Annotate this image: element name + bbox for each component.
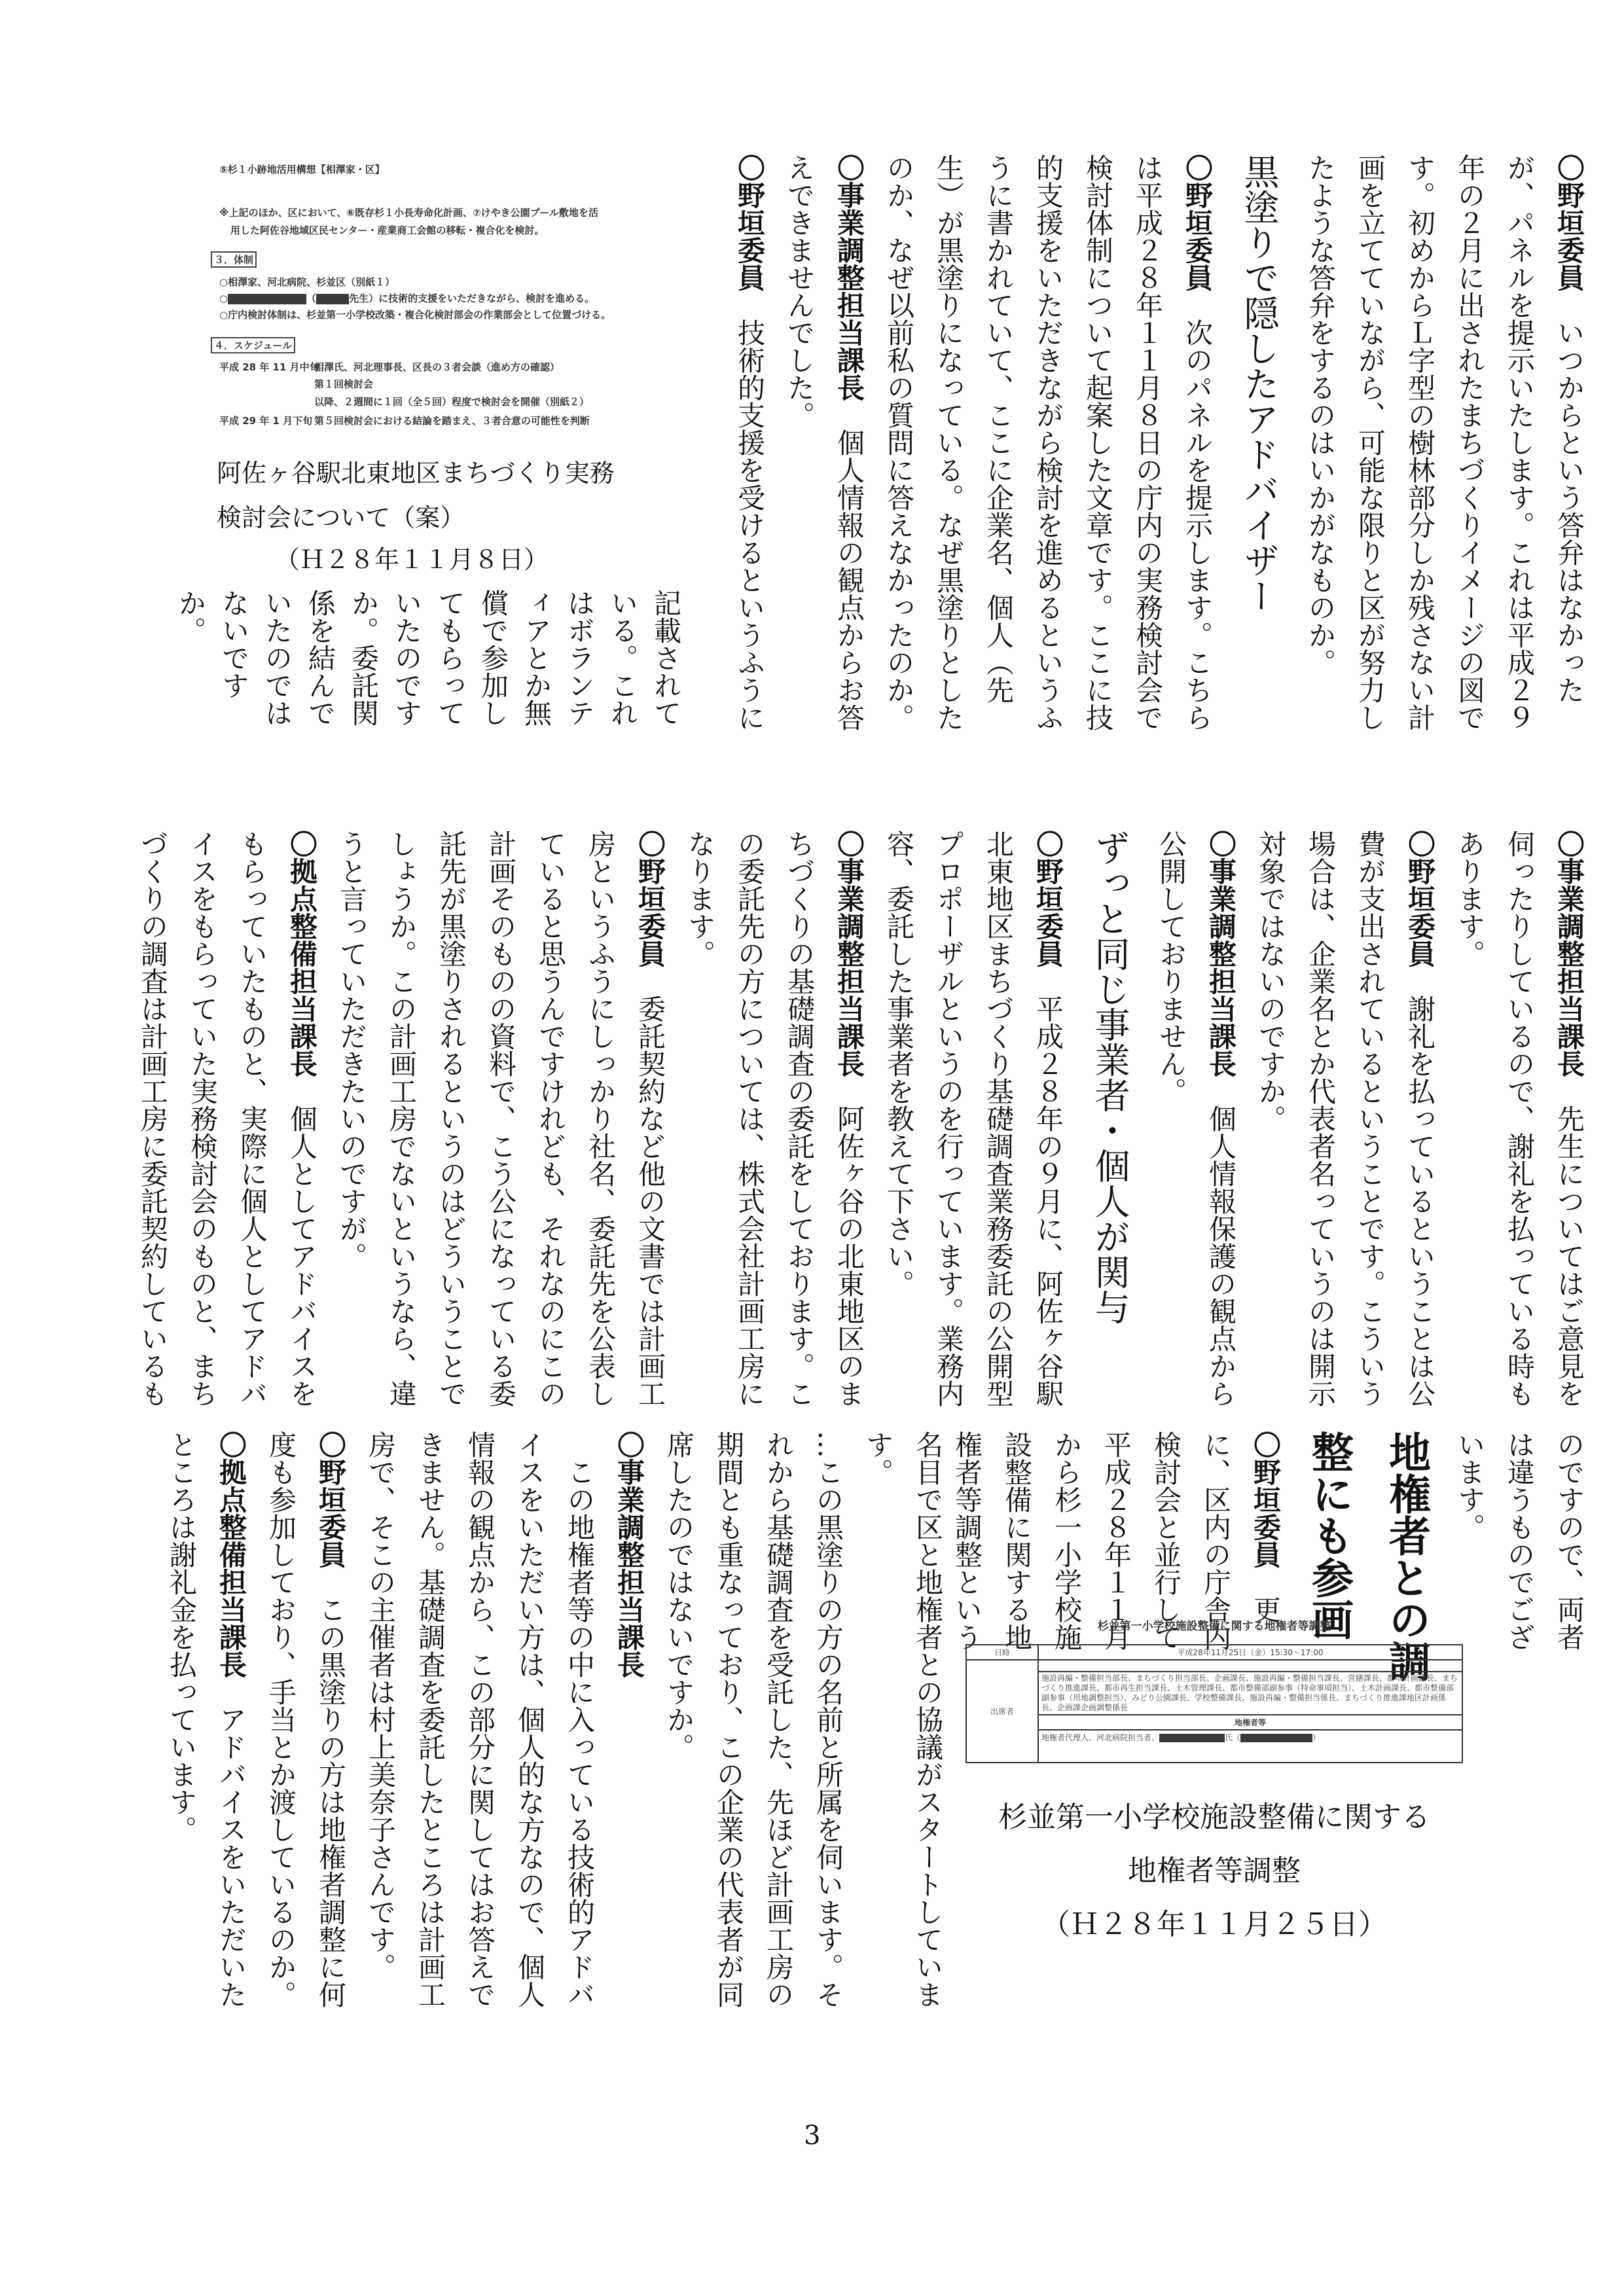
text-column — [554, 1431, 604, 2053]
text-column — [355, 1431, 405, 2053]
column-text: 費が支出されているということです。こういう — [1354, 830, 1386, 1407]
text-column — [514, 589, 558, 740]
text-column — [803, 1431, 853, 2053]
column-text: えできませんでした。 — [784, 154, 816, 429]
text-column — [156, 1431, 206, 2053]
column-text: うに書かれていて、ここに企業名、個人（先 — [983, 154, 1015, 704]
text-column — [1073, 154, 1123, 743]
section-heading: 地権者との調 — [1382, 1431, 1430, 1682]
figure-caption: 阿佐ヶ谷駅北東地区まちづくり実務 — [217, 459, 615, 488]
column-text: 先生についてはご意見を — [1553, 1077, 1585, 1407]
column-text: ところは謝礼金を払っています。 — [166, 1431, 198, 1843]
text-column — [874, 154, 924, 743]
text-column — [1295, 830, 1345, 1426]
text-column — [753, 1431, 803, 2053]
text-column — [774, 830, 824, 1426]
column-text: 期間とも重なっており、この企業の代表者が同 — [713, 1431, 745, 2008]
text-column — [426, 830, 476, 1426]
doc-section-heading: ３．体制 — [211, 251, 257, 268]
column-text: 房で、そこの主催者は村上美奈子さんです。 — [365, 1431, 397, 1981]
text-column — [1345, 154, 1395, 743]
text-column — [471, 589, 514, 740]
column-text: 次のパネルを提示します。こちら — [1182, 291, 1214, 731]
table-row — [966, 1715, 1462, 1730]
text-column — [298, 589, 342, 740]
table-cell-label: 日時 — [966, 1645, 1038, 1660]
text-column — [644, 589, 687, 740]
column-text: す。初めからＬ字型の樹林部分しか残さない計 — [1404, 154, 1436, 731]
text-column — [428, 589, 471, 740]
column-text: 記載されて — [650, 589, 682, 726]
text-column — [1196, 830, 1246, 1426]
text-column — [455, 1431, 505, 2053]
doc-section-heading: ４．スケジュール — [211, 337, 295, 353]
text-column — [505, 1431, 554, 2053]
column-text: あります。 — [1454, 830, 1486, 967]
speaker-name: 〇拠点整備担当課長 — [286, 830, 318, 1077]
column-text: 画を立てていながら、可能な限りと区が努力し — [1354, 154, 1386, 731]
text-column — [277, 830, 327, 1426]
column-text: のですので、両者 — [1553, 1431, 1585, 1651]
text-column — [973, 154, 1023, 743]
column-text: プロポーザルというのを行っています。業務内 — [933, 830, 965, 1407]
column-text: この黒塗りの方は地権者調整に何 — [315, 1568, 347, 2008]
text-column — [625, 830, 675, 1426]
column-text: づくりの調査は計画工房に委託契約しているも — [137, 830, 169, 1407]
table-row — [966, 1672, 1462, 1715]
text-column — [874, 830, 924, 1426]
column-text: 個人情報保護の観点から — [1205, 1077, 1237, 1407]
column-text: 更 — [1250, 1568, 1282, 1623]
column-text: ないです — [218, 589, 250, 699]
text-column — [903, 1431, 952, 2053]
column-text: 託先が黒塗りされるというのはどういうことで — [435, 830, 467, 1407]
column-text: 償で参加し — [477, 589, 509, 726]
column-text: 年の２月に出されたまちづくりイメージの図で — [1454, 154, 1486, 731]
text-column — [1246, 830, 1295, 1426]
table-title: 杉並第一小学校施設整備に関する地権者等調整 — [1097, 1620, 1331, 1633]
redaction-box — [1159, 1734, 1225, 1742]
column-text: しょうか。この計画工房でないというなら、違 — [386, 830, 418, 1407]
text-column — [1191, 1431, 1240, 1679]
speaker-name: 〇野垣委員 — [1250, 1431, 1282, 1568]
column-text: 場合は、企業名とか代表者名っていうのは開示 — [1305, 830, 1337, 1407]
schedule-date: 平成 29 年 1 月下旬 — [219, 415, 313, 427]
schedule-date: 平成 28 年 11 月中旬 — [219, 361, 319, 373]
column-text: ィアとか無 — [520, 589, 552, 726]
column-text: なります。 — [684, 830, 716, 967]
speaker-name: 〇野垣委員 — [1032, 830, 1064, 967]
doc-text: 先生）に技術的支援をいただきながら、検討を進める。 — [349, 293, 595, 304]
column-text: 阿佐ヶ谷の北東地区のま — [833, 1077, 865, 1407]
column-text: います。 — [1454, 1431, 1486, 1541]
speaker-name: 〇野垣委員 — [734, 154, 766, 291]
column-text: 検討会と並行して — [1150, 1431, 1182, 1651]
text-column — [327, 830, 376, 1426]
column-text: うと言っていただきたいのですが。 — [336, 830, 368, 1270]
speaker-name: 〇野垣委員 — [315, 1431, 347, 1568]
column-text: もらっていたものと、実際に個人としてアドバ — [236, 830, 268, 1407]
column-text: はボランテ — [564, 589, 596, 726]
redaction-box — [228, 294, 306, 304]
schedule-item: 以降、２週間に１回（全５回）程度で検討会を開催（別紙２） — [314, 396, 590, 408]
column-text: のか、なぜ以前私の質問に答えなかったのか。 — [883, 154, 915, 731]
column-text: 委託契約など他の文書では計画工 — [634, 967, 666, 1407]
text-column — [675, 830, 725, 1426]
figure-caption: 杉並第一小学校施設整備に関する — [998, 1801, 1430, 1834]
doc-line: 用した阿佐谷地域区民センター・産業商工会館の移転・複合化を検討。 — [230, 224, 545, 236]
table-row — [966, 1645, 1462, 1660]
figure-caption: （Ｈ２８年１１月２５日） — [1041, 1908, 1387, 1941]
text-column — [128, 830, 177, 1426]
column-text: 房というふうにしっかり社名、委託先を公表し — [585, 830, 617, 1407]
text-column — [973, 830, 1023, 1426]
figure-caption: 地権者等調整 — [1128, 1854, 1301, 1888]
text-column — [853, 1431, 903, 2053]
text-column — [601, 589, 644, 740]
section-heading: ずっと同じ事業者・個人が関与 — [1089, 830, 1130, 1325]
column-text: に、区内の庁舎内 — [1200, 1431, 1232, 1651]
column-text: 名目で区と地権者との協議がスタートしていま — [912, 1431, 944, 2008]
text-column — [1494, 830, 1544, 1426]
speaker-name: 〇事業調整担当課長 — [833, 154, 865, 401]
column-text: 検討体制について起案した文章です。ここに技 — [1082, 154, 1114, 731]
text-column — [405, 1431, 455, 2053]
text-column — [1146, 830, 1196, 1426]
doc-line: ⑤杉１小跡地活用構想【相澤家・区】 — [219, 164, 385, 175]
text-column — [169, 589, 212, 740]
text-column — [1091, 1431, 1141, 1679]
column-text: てもらって — [434, 589, 466, 726]
text-block-bottom-long — [156, 1431, 952, 2053]
column-text: 設整備に関する地 — [1001, 1431, 1033, 1651]
text-column — [255, 589, 298, 740]
speaker-name: 〇事業調整担当課長 — [833, 830, 865, 1077]
text-column — [342, 589, 385, 740]
text-column — [385, 589, 428, 740]
column-text: イスをもらっていた実務検討会のものと、まち — [187, 830, 219, 1407]
table-cell-value: 施設再編・整備担当部長、まちづくり担当部長、企画課長、施設再編・整備担当課長、営繕課長、都市計画課長、まちづくり推進課長、都市再生担当課長、土木管理課長、都市整備部副参事（特命事項担当）、土木計画課長、都市整備部副参事（用地調整担当）、みどり公園課長、学校整備課長、施設再編・整備担当係長、まちづくり推進課地区計画係長、企画課企画調整係長 — [1038, 1672, 1462, 1715]
column-text: 公開しておりません。 — [1155, 830, 1187, 1105]
text-column — [227, 830, 277, 1426]
column-text: 情報の観点から、この部分に関してはお答えで — [464, 1431, 496, 2008]
text-column — [256, 1431, 306, 2053]
redaction-box — [316, 294, 349, 304]
text-column — [1345, 830, 1395, 1426]
schedule-item: 第１回検討会 — [314, 378, 374, 390]
text-column — [1041, 1431, 1091, 1679]
speaker-name: 〇事業調整担当課長 — [613, 1431, 645, 1678]
column-text: きません。基礎調査を委託したところは計画工 — [414, 1431, 446, 2008]
column-text: 個人としてアドバイスを — [286, 1077, 318, 1407]
text-column — [558, 589, 601, 740]
text-column — [1123, 154, 1172, 743]
schedule-item: 相澤氏、河北理事長、区長の３者会談（進め方の確認） — [314, 361, 560, 373]
text-block-middle — [128, 830, 1594, 1426]
schedule-item: 第５回検討会における結論を踏まえ、３者合意の可能性を判断 — [314, 415, 590, 427]
column-text: 個人情報の観点からお答 — [833, 401, 865, 731]
doc-line-redacted — [219, 291, 594, 305]
text-column — [1295, 154, 1345, 743]
text-column — [924, 154, 973, 743]
speaker-name: 〇事業調整担当課長 — [1205, 830, 1237, 1077]
doc-line: ※上記のほか、区において、⑥既存杉１小長寿命化計画、⑦けやき公園プール敷地を活 — [219, 207, 598, 219]
doc-line: ○相澤家、河北病院、杉並区（別紙１） — [219, 276, 395, 288]
column-text: 権者等調整という — [951, 1431, 983, 1651]
column-text: が、パネルを提示いたします。これは平成２９ — [1504, 154, 1536, 731]
column-text: 的支援をいただきながら検討を進めるというふ — [1032, 154, 1064, 731]
text-column — [774, 154, 824, 743]
text-column — [376, 830, 426, 1426]
column-text: ていると思うんですけれども、それなのにこの — [535, 830, 567, 1407]
figure-caption: 検討会について（案） — [217, 503, 465, 532]
text-column — [1544, 1431, 1594, 1679]
column-text: 平成２８年１１月 — [1100, 1431, 1132, 1651]
column-text: 平成２８年の９月に、阿佐ヶ谷駅 — [1032, 967, 1064, 1407]
column-text: 伺ったりしているので、謝礼を払っている時も — [1504, 830, 1536, 1407]
table-cell-value — [1038, 1730, 1462, 1763]
column-text: は違うものでござ — [1504, 1431, 1536, 1651]
speaker-name: 〇野垣委員 — [1182, 154, 1214, 291]
meeting-table — [965, 1644, 1463, 1763]
table-cell-label: 出席者 — [966, 1660, 1038, 1763]
text-block-bottom-short — [942, 1431, 1594, 1682]
column-text: いたのです — [391, 589, 423, 726]
text-column — [1544, 154, 1594, 743]
column-text: 係を結んで — [304, 589, 336, 726]
text-column — [704, 1431, 753, 2053]
text-column — [824, 154, 874, 743]
column-text: 北東地区まちづくり基礎調査業務委託の公開型 — [983, 830, 1015, 1407]
text-column — [1544, 830, 1594, 1426]
text-column — [1023, 830, 1073, 1426]
doc-line: ○庁内検討体制は、杉並第一小学校改築・複合化検討部会の作業部会として位置づける。 — [219, 309, 611, 321]
column-text: イスをいただい方は、個人的な方なので、個人 — [514, 1431, 546, 2008]
section-heading: 黒塗りで隠したアドバイザー — [1238, 154, 1280, 613]
doc-text: ○ — [219, 293, 228, 304]
column-text: 計画そのものの資料で、こう公になっている委 — [485, 830, 517, 1407]
text-block-top-short — [169, 589, 687, 740]
text-column — [604, 1431, 654, 2053]
text-column — [924, 830, 973, 1426]
text-column — [177, 830, 227, 1426]
table-cell-blank — [1038, 1660, 1462, 1672]
text-column — [206, 1431, 256, 2053]
section-heading: 整にも参画 — [1305, 1431, 1353, 1640]
text-column — [1395, 154, 1445, 743]
text-column — [1023, 154, 1073, 743]
column-text: 生）が黒塗りになっている。なぜ黒塗りとした — [933, 154, 965, 731]
figure-caption: （Ｈ２８年１１月８日） — [275, 545, 549, 574]
text-column — [476, 830, 526, 1426]
redaction-box — [1240, 1734, 1312, 1742]
column-text: 度も参加しており、手当とか渡しているのか。 — [265, 1431, 297, 2008]
column-text: 容、委託した事業者を教えて下さい。 — [883, 830, 915, 1297]
text-column — [1445, 1431, 1494, 1679]
column-text: は平成２８年１１月８日の庁内の実務検討会で — [1132, 154, 1164, 731]
text-column — [725, 830, 774, 1426]
text-column — [212, 589, 255, 740]
text-column — [1494, 1431, 1544, 1679]
table-row — [966, 1660, 1462, 1672]
text-column — [1141, 1431, 1191, 1679]
text-column — [654, 1431, 704, 2053]
column-text: いたのでは — [261, 589, 293, 726]
column-text: …この黒塗りの方の名前と所属を伺います。そ — [812, 1431, 844, 2008]
text-column — [992, 1431, 1041, 1679]
column-text: 技術的支援を受けるというふうに — [734, 291, 766, 731]
column-text: す。 — [862, 1431, 894, 1486]
speaker-name: 〇野垣委員 — [1404, 830, 1436, 967]
text-column — [1445, 830, 1494, 1426]
column-text: から杉一小学校施 — [1051, 1431, 1083, 1651]
column-text: いる。これ — [607, 589, 639, 726]
column-text: れから基礎調査を受託した、先ほど計画工房の — [763, 1431, 795, 2008]
text-column — [1494, 154, 1544, 743]
text-column — [1395, 830, 1445, 1426]
column-text: 謝礼を払っているということは公 — [1404, 967, 1436, 1407]
column-text: か。 — [175, 589, 207, 644]
landowner-text: 地権者代理人、河北病院担当者、 — [1041, 1733, 1160, 1742]
speaker-name: 〇事業調整担当課長 — [1553, 830, 1585, 1077]
landowner-text: 氏（ — [1225, 1733, 1241, 1742]
column-text: ちづくりの基礎調査の委託をしております。こ — [784, 830, 816, 1407]
table-row — [966, 1730, 1462, 1763]
landowner-text: ） — [1312, 1733, 1321, 1742]
text-column — [824, 830, 874, 1426]
text-column — [1445, 154, 1494, 743]
speaker-name: 〇拠点整備担当課長 — [215, 1431, 247, 1678]
table-cell-value: 平成28年11月25日（金）15:30～17:00 — [1038, 1645, 1462, 1660]
text-column — [725, 154, 774, 743]
column-text: たような答弁をするのはいかがなものか。 — [1305, 154, 1337, 676]
speaker-name: 〇野垣委員 — [1553, 154, 1585, 291]
doc-text: （ — [306, 293, 317, 304]
column-text: か。委託関 — [348, 589, 380, 726]
column-text: 対象ではないのですか。 — [1255, 830, 1287, 1132]
text-column — [1240, 1431, 1290, 1679]
column-text: いつからという答弁はなかった — [1553, 291, 1585, 704]
text-column — [575, 830, 625, 1426]
table-subheader: 地権者等 — [1038, 1715, 1462, 1730]
page-number: 3 — [804, 2121, 821, 2151]
text-column — [526, 830, 575, 1426]
column-text: アドバイスをいただいた — [215, 1678, 247, 2008]
column-text: この地権者等の中に入っている技術的アドバ — [564, 1431, 596, 2008]
text-block-top — [725, 154, 1594, 743]
column-text: 席したのではないですか。 — [663, 1431, 695, 1761]
text-column — [1172, 154, 1222, 743]
text-column — [306, 1431, 355, 2053]
column-text: の委託先の方については、株式会社計画工房に — [734, 830, 766, 1407]
speaker-name: 〇野垣委員 — [634, 830, 666, 967]
